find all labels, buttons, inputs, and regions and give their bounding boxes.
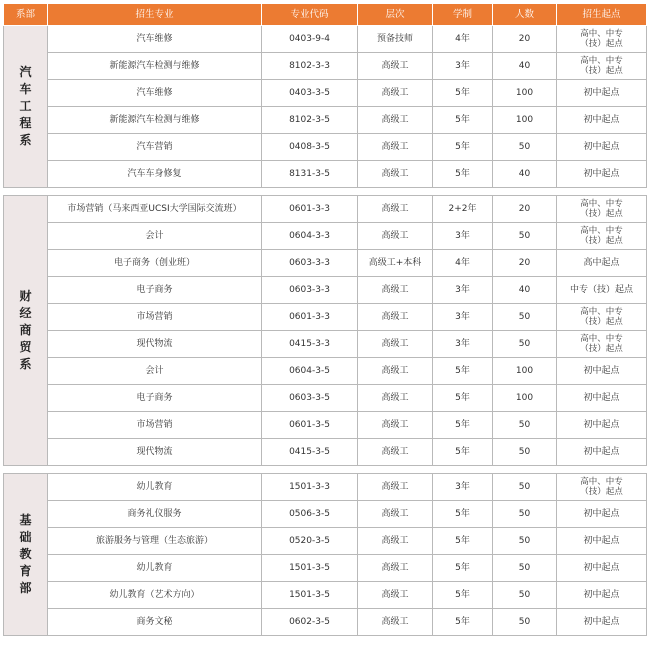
level-cell: 高级工 <box>358 501 433 528</box>
table-row <box>4 134 647 161</box>
count-cell: 50 <box>493 474 557 501</box>
table-row <box>4 474 647 501</box>
table-row <box>4 107 647 134</box>
origin-line: 高中起点 <box>583 258 620 268</box>
origin-cell <box>557 134 647 161</box>
origin-line: 高中、中专 <box>580 307 623 317</box>
origin-cell <box>557 223 647 250</box>
section-gap <box>4 466 647 474</box>
header-dept: 系部 <box>4 4 48 26</box>
origin-line: 中专（技）起点 <box>569 285 633 295</box>
count-cell: 20 <box>493 26 557 53</box>
origin-cell <box>557 250 647 277</box>
department-char: 汽 <box>19 65 32 79</box>
origin-line: （技）起点 <box>580 487 623 497</box>
level-cell: 高级工+本科 <box>358 250 433 277</box>
years-cell: 5年 <box>433 609 493 636</box>
origin-line: 高中、中专 <box>580 29 623 39</box>
origin-line: 初中起点 <box>583 509 620 519</box>
level-cell: 高级工 <box>358 474 433 501</box>
origin-cell <box>557 385 647 412</box>
department-char: 商 <box>19 323 32 337</box>
table-row <box>4 439 647 466</box>
code-cell: 8102-3-3 <box>262 53 358 80</box>
years-cell: 5年 <box>433 582 493 609</box>
code-cell: 0602-3-5 <box>262 609 358 636</box>
level-cell: 高级工 <box>358 439 433 466</box>
code-cell: 1501-3-5 <box>262 555 358 582</box>
origin-cell <box>557 609 647 636</box>
major-cell: 电子商务 <box>48 277 262 304</box>
table-row <box>4 196 647 223</box>
code-cell: 0506-3-5 <box>262 501 358 528</box>
years-cell: 3年 <box>433 223 493 250</box>
table-row <box>4 53 647 80</box>
table-row <box>4 528 647 555</box>
count-cell: 40 <box>493 161 557 188</box>
count-cell: 50 <box>493 223 557 250</box>
level-cell: 高级工 <box>358 582 433 609</box>
code-cell: 1501-3-5 <box>262 582 358 609</box>
origin-cell <box>557 196 647 223</box>
origin-cell <box>557 107 647 134</box>
years-cell: 5年 <box>433 528 493 555</box>
count-cell: 100 <box>493 358 557 385</box>
count-cell: 50 <box>493 134 557 161</box>
table-row <box>4 501 647 528</box>
major-cell: 商务文秘 <box>48 609 262 636</box>
department-char: 系 <box>19 133 32 147</box>
origin-line: 初中起点 <box>583 617 620 627</box>
origin-line: 初中起点 <box>583 393 620 403</box>
level-cell: 高级工 <box>358 161 433 188</box>
origin-cell <box>557 501 647 528</box>
table-row <box>4 223 647 250</box>
level-cell: 高级工 <box>358 609 433 636</box>
major-cell: 幼儿教育 <box>48 474 262 501</box>
major-cell: 现代物流 <box>48 331 262 358</box>
header-row <box>4 4 647 26</box>
years-cell: 3年 <box>433 474 493 501</box>
origin-cell <box>557 412 647 439</box>
table-row <box>4 358 647 385</box>
level-cell: 高级工 <box>358 223 433 250</box>
years-cell: 5年 <box>433 80 493 107</box>
department-char: 部 <box>19 581 32 595</box>
major-cell: 电子商务 <box>48 385 262 412</box>
table-row <box>4 385 647 412</box>
header-major: 招生专业 <box>48 4 262 26</box>
department-name <box>4 474 48 636</box>
department-name <box>4 26 48 188</box>
code-cell: 0604-3-3 <box>262 223 358 250</box>
header-level: 层次 <box>358 4 433 26</box>
level-cell: 高级工 <box>358 412 433 439</box>
major-cell: 汽车营销 <box>48 134 262 161</box>
years-cell: 3年 <box>433 304 493 331</box>
origin-cell <box>557 555 647 582</box>
major-cell: 现代物流 <box>48 439 262 466</box>
code-cell: 8102-3-5 <box>262 107 358 134</box>
count-cell: 50 <box>493 304 557 331</box>
level-cell: 预备技师 <box>358 26 433 53</box>
level-cell: 高级工 <box>358 304 433 331</box>
table-row <box>4 277 647 304</box>
department-char: 程 <box>19 116 32 130</box>
years-cell: 5年 <box>433 385 493 412</box>
section-gap <box>4 188 647 196</box>
years-cell: 4年 <box>433 26 493 53</box>
code-cell: 0601-3-3 <box>262 196 358 223</box>
origin-cell <box>557 277 647 304</box>
count-cell: 100 <box>493 385 557 412</box>
years-cell: 5年 <box>433 412 493 439</box>
department-name <box>4 196 48 466</box>
level-cell: 高级工 <box>358 277 433 304</box>
header-count: 人数 <box>493 4 557 26</box>
years-cell: 3年 <box>433 277 493 304</box>
origin-line: （技）起点 <box>580 209 623 219</box>
count-cell: 20 <box>493 196 557 223</box>
department-char: 育 <box>19 564 32 578</box>
enrollment-table <box>3 3 647 636</box>
major-cell: 市场营销（马来西亚UCSI大学国际交流班） <box>48 196 262 223</box>
department-char: 贸 <box>19 340 32 354</box>
origin-line: （技）起点 <box>580 39 623 49</box>
level-cell: 高级工 <box>358 555 433 582</box>
count-cell: 50 <box>493 609 557 636</box>
origin-line: 初中起点 <box>583 563 620 573</box>
table-row <box>4 331 647 358</box>
origin-cell <box>557 331 647 358</box>
major-cell: 新能源汽车检测与维修 <box>48 107 262 134</box>
table-row <box>4 250 647 277</box>
level-cell: 高级工 <box>358 358 433 385</box>
count-cell: 40 <box>493 53 557 80</box>
code-cell: 0601-3-3 <box>262 304 358 331</box>
origin-cell <box>557 582 647 609</box>
count-cell: 100 <box>493 80 557 107</box>
header-origin: 招生起点 <box>557 4 647 26</box>
level-cell: 高级工 <box>358 80 433 107</box>
origin-line: 初中起点 <box>583 115 620 125</box>
level-cell: 高级工 <box>358 107 433 134</box>
origin-line: （技）起点 <box>580 236 623 246</box>
count-cell: 20 <box>493 250 557 277</box>
origin-cell <box>557 304 647 331</box>
origin-line: （技）起点 <box>580 317 623 327</box>
origin-line: （技）起点 <box>580 344 623 354</box>
department-char: 车 <box>19 82 32 96</box>
major-cell: 旅游服务与管理（生态旅游） <box>48 528 262 555</box>
count-cell: 100 <box>493 107 557 134</box>
code-cell: 1501-3-3 <box>262 474 358 501</box>
origin-cell <box>557 161 647 188</box>
table-row <box>4 161 647 188</box>
origin-cell <box>557 53 647 80</box>
count-cell: 50 <box>493 582 557 609</box>
years-cell: 2+2年 <box>433 196 493 223</box>
table-row <box>4 555 647 582</box>
origin-cell <box>557 26 647 53</box>
origin-line: 初中起点 <box>583 536 620 546</box>
table-row <box>4 582 647 609</box>
years-cell: 5年 <box>433 161 493 188</box>
major-cell: 会计 <box>48 223 262 250</box>
origin-line: 高中、中专 <box>580 56 623 66</box>
major-cell: 汽车维修 <box>48 80 262 107</box>
code-cell: 0603-3-3 <box>262 277 358 304</box>
level-cell: 高级工 <box>358 331 433 358</box>
years-cell: 5年 <box>433 501 493 528</box>
level-cell: 高级工 <box>358 528 433 555</box>
department-char: 财 <box>19 289 32 303</box>
enrollment-table-container <box>3 3 646 636</box>
department-char: 工 <box>19 99 32 113</box>
code-cell: 0601-3-5 <box>262 412 358 439</box>
code-cell: 0415-3-3 <box>262 331 358 358</box>
years-cell: 5年 <box>433 358 493 385</box>
table-row <box>4 304 647 331</box>
origin-line: 高中、中专 <box>580 199 623 209</box>
major-cell: 新能源汽车检测与维修 <box>48 53 262 80</box>
code-cell: 0415-3-5 <box>262 439 358 466</box>
table-row <box>4 412 647 439</box>
years-cell: 5年 <box>433 439 493 466</box>
department-char: 教 <box>19 547 32 561</box>
major-cell: 市场营销 <box>48 412 262 439</box>
code-cell: 0403-3-5 <box>262 80 358 107</box>
major-cell: 电子商务（创业班） <box>48 250 262 277</box>
years-cell: 5年 <box>433 555 493 582</box>
origin-cell <box>557 80 647 107</box>
code-cell: 0403-9-4 <box>262 26 358 53</box>
major-cell: 幼儿教育（艺术方向） <box>48 582 262 609</box>
origin-cell <box>557 528 647 555</box>
origin-line: （技）起点 <box>580 66 623 76</box>
origin-line: 高中、中专 <box>580 334 623 344</box>
origin-cell <box>557 439 647 466</box>
count-cell: 50 <box>493 412 557 439</box>
origin-line: 高中、中专 <box>580 477 623 487</box>
count-cell: 50 <box>493 439 557 466</box>
code-cell: 0603-3-3 <box>262 250 358 277</box>
code-cell: 8131-3-5 <box>262 161 358 188</box>
count-cell: 50 <box>493 331 557 358</box>
origin-line: 初中起点 <box>583 420 620 430</box>
origin-line: 初中起点 <box>583 366 620 376</box>
origin-line: 初中起点 <box>583 169 620 179</box>
major-cell: 商务礼仪服务 <box>48 501 262 528</box>
major-cell: 市场营销 <box>48 304 262 331</box>
table-row <box>4 26 647 53</box>
origin-cell <box>557 474 647 501</box>
table-row <box>4 80 647 107</box>
header-code: 专业代码 <box>262 4 358 26</box>
code-cell: 0520-3-5 <box>262 528 358 555</box>
major-cell: 汽车车身修复 <box>48 161 262 188</box>
years-cell: 5年 <box>433 134 493 161</box>
code-cell: 0603-3-5 <box>262 385 358 412</box>
origin-line: 初中起点 <box>583 88 620 98</box>
table-body <box>4 26 647 636</box>
header-years: 学制 <box>433 4 493 26</box>
code-cell: 0604-3-5 <box>262 358 358 385</box>
code-cell: 0408-3-5 <box>262 134 358 161</box>
origin-line: 高中、中专 <box>580 226 623 236</box>
major-cell: 汽车维修 <box>48 26 262 53</box>
origin-cell <box>557 358 647 385</box>
years-cell: 3年 <box>433 331 493 358</box>
level-cell: 高级工 <box>358 53 433 80</box>
origin-line: 初中起点 <box>583 590 620 600</box>
origin-line: 初中起点 <box>583 447 620 457</box>
years-cell: 5年 <box>433 107 493 134</box>
count-cell: 50 <box>493 555 557 582</box>
origin-line: 初中起点 <box>583 142 620 152</box>
level-cell: 高级工 <box>358 196 433 223</box>
count-cell: 40 <box>493 277 557 304</box>
department-char: 经 <box>19 306 32 320</box>
major-cell: 幼儿教育 <box>48 555 262 582</box>
years-cell: 3年 <box>433 53 493 80</box>
department-char: 基 <box>19 513 32 527</box>
years-cell: 4年 <box>433 250 493 277</box>
department-char: 础 <box>19 530 32 544</box>
major-cell: 会计 <box>48 358 262 385</box>
count-cell: 50 <box>493 528 557 555</box>
department-char: 系 <box>19 357 32 371</box>
level-cell: 高级工 <box>358 385 433 412</box>
table-row <box>4 609 647 636</box>
count-cell: 50 <box>493 501 557 528</box>
level-cell: 高级工 <box>358 134 433 161</box>
